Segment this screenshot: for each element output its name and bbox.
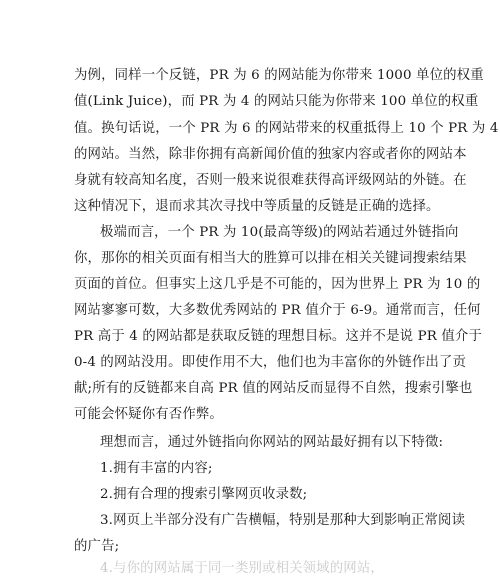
paragraph-1-line-6: 这种情况下，退而求其次寻找中等质量的反链是正确的选择。 bbox=[74, 199, 440, 214]
list-item-4-cut: 4.与你的网站属于同一类别或相关领域的网站， bbox=[100, 561, 384, 576]
paragraph-1-line-5: 身就有较高知名度，否则一般来说很难获得高评级网站的外链。在 bbox=[74, 173, 467, 188]
list-item-2: 2.拥有合理的搜索引擎网页收录数; bbox=[100, 487, 308, 502]
paragraph-1-line-3: 值。换句话说，一个 PR 为 6 的网站带来的权重抵得上 10 个 PR 为 4 bbox=[74, 121, 499, 136]
paragraph-2-line-2: 你，那你的相关页面有相当大的胜算可以排在相关关键词搜索结果 bbox=[74, 251, 467, 266]
paragraph-2-line-6: 0-4 的网站没用。即使作用不大，他们也为丰富你的外链作出了贡 bbox=[74, 355, 467, 370]
paragraph-3: 理想而言，通过外链指向你网站的网站最好拥有以下特徵: bbox=[100, 435, 444, 450]
paragraph-2-line-7: 献;所有的反链都来自高 PR 值的网站反而显得不自然，搜索引擎也 bbox=[74, 381, 473, 396]
paragraph-2-line-4: 网站寥寥可数，大多数优秀网站的 PR 值介于 6-9。通常而言，任何 bbox=[74, 303, 481, 318]
list-item-3-line-1: 3.网页上半部分没有广告横幅，特别是那种大到影响正常阅读 bbox=[100, 513, 466, 528]
paragraph-1-line-1: 为例，同样一个反链，PR 为 6 的网站能为你带来 1000 单位的权重 bbox=[74, 68, 484, 83]
list-item-3-line-2: 的广告; bbox=[74, 539, 120, 554]
paragraph-2-line-8: 可能会怀疑你有否作弊。 bbox=[74, 407, 223, 422]
paragraph-1-line-4: 的网站。当然，除非你拥有高新闻价值的独家内容或者你的网站本 bbox=[74, 147, 467, 162]
paragraph-2-line-3: 页面的首位。但事实上这几乎是不可能的，因为世界上 PR 为 10 的 bbox=[74, 277, 481, 292]
paragraph-2-line-5: PR 高于 4 的网站都是获取反链的理想目标。这并不是说 PR 值介于 bbox=[74, 329, 482, 344]
paragraph-2-line-1: 极端而言，一个 PR 为 10(最高等级)的网站若通过外链指向 bbox=[100, 225, 459, 240]
paragraph-1-line-2: 值(Link Juice)，而 PR 为 4 的网站只能为你带来 100 单位的权重 bbox=[74, 94, 479, 109]
list-item-1: 1.拥有丰富的内容; bbox=[100, 461, 213, 476]
